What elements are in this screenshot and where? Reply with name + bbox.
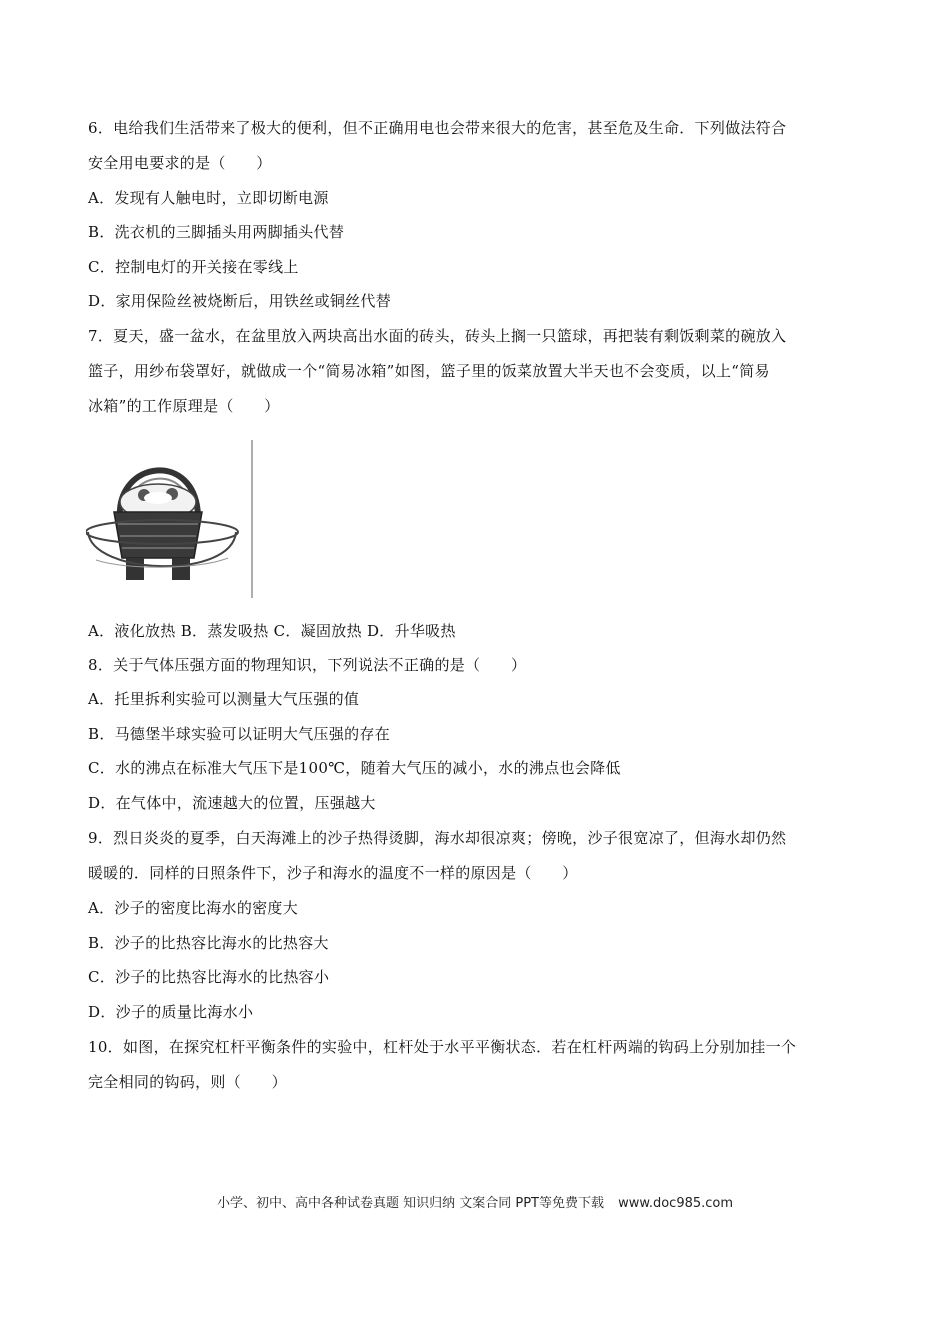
q9-stem-line2: 暖暖的．同样的日照条件下，沙子和海水的温度不一样的原因是（ ） [88,864,578,882]
q8-option-a: A．托里拆利实验可以测量大气压强的值 [88,690,360,708]
simple-fridge-figure [86,440,254,598]
q8-option-d: D．在气体中，流速越大的位置，压强越大 [88,794,376,812]
q10-stem-line1: 10．如图，在探究杠杆平衡条件的实验中，杠杆处于水平平衡状态．若在杠杆两端的钩码上分别加挂一个 [88,1038,797,1056]
brick-right [172,558,190,580]
q9-option-d: D．沙子的质量比海水小 [88,1003,254,1021]
q8-option-c: C．水的沸点在标准大气压下是100℃，随着大气压的减小，水的沸点也会降低 [88,759,621,777]
q10-stem-line2: 完全相同的钩码，则（ ） [88,1073,287,1091]
q6-option-a: A．发现有人触电时，立即切断电源 [88,189,329,207]
q6-option-c: C．控制电灯的开关接在零线上 [88,258,299,276]
footer-text: 小学、初中、高中各种试卷真题 知识归纳 文案合同 PPT等免费下载 [216,1196,604,1211]
q7-stem-line3: 冰箱”的工作原理是（ ） [88,397,280,415]
page-footer [0,1192,950,1211]
q9-option-c: C．沙子的比热容比海水的比热容小 [88,968,330,986]
q6-option-b: B．洗衣机的三脚插头用两脚插头代替 [88,223,345,241]
q8-option-b: B．马德堡半球实验可以证明大气压强的存在 [88,725,391,743]
food-bowl [144,492,172,504]
basket-body [114,512,202,558]
q7-stem-line1: 7．夏天，盛一盆水，在盆里放入两块高出水面的砖头，砖头上搁一只篮球，再把装有剩饭剩菜的碗放入 [88,327,787,345]
q7-options: A．液化放热 B．蒸发吸热 C．凝固放热 D．升华吸热 [88,622,456,640]
q9-stem-line1: 9．烈日炎炎的夏季，白天海滩上的沙子热得烫脚，海水却很凉爽；傍晚，沙子很宽凉了，但海水却仍然 [88,829,787,847]
footer-url[interactable]: www.doc985.com [618,1196,734,1211]
q6-stem-line1: 6．电给我们生活带来了极大的便利，但不正确用电也会带来很大的危害，甚至危及生命．下列做法符合 [88,119,787,137]
q8-stem: 8．关于气体压强方面的物理知识，下列说法不正确的是（ ） [88,656,527,674]
q9-option-a: A．沙子的密度比海水的密度大 [88,899,299,917]
q6-option-d: D．家用保险丝被烧断后，用铁丝或铜丝代替 [88,292,392,310]
q9-option-b: B．沙子的比热容比海水的比热容大 [88,934,329,952]
q6-stem-line2: 安全用电要求的是（ ） [88,154,272,172]
q7-stem-line2: 篮子，用纱布袋罩好，就做成一个“简易冰箱”如图，篮子里的饭菜放置大半天也不会变质，以上“简易 [88,362,770,380]
